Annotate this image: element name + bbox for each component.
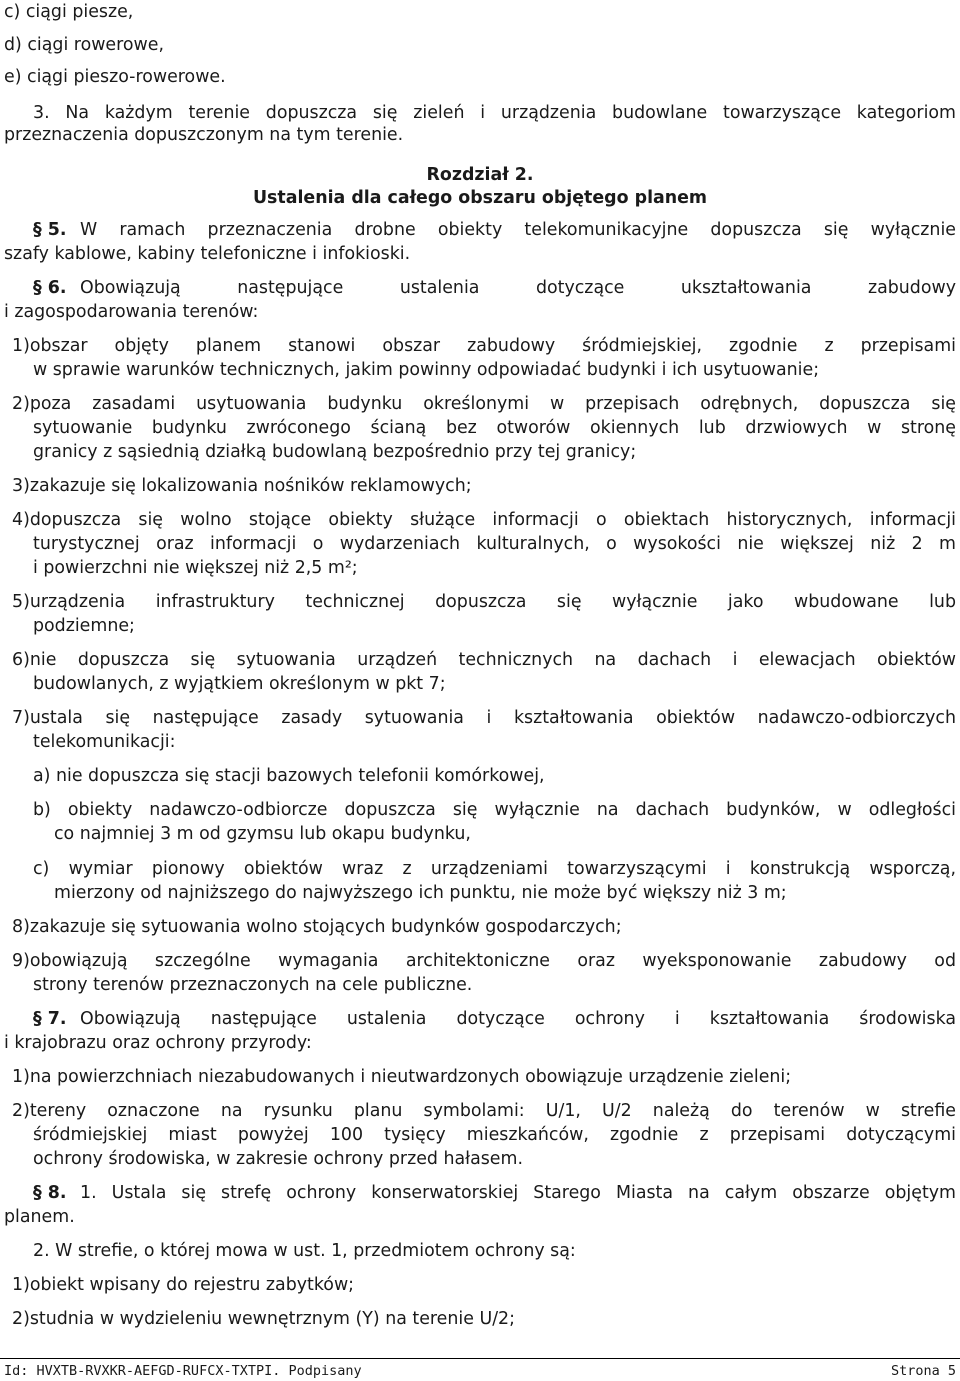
section-7-item-2-line-2: śródmiejskiej miast powyżej 100 tysięcy mieszkańców, zgodnie z przepisami dotyczącymi [33,1125,956,1145]
item-1-line-2: w sprawie warunków technicznych, jakim powinny odpowiadać budynki i ich usytuowanie; [33,360,820,380]
section-6-intro-line-2: i zagospodarowania terenów: [4,302,259,322]
item-2-line-1: 2)poza zasadami usytuowania budynku określonymi w przepisach odrębnych, dopuszcza się [12,394,956,414]
section-8-item-2: 2)studnia w wydzieleniu wewnętrznym (Y) na terenie U/2; [12,1309,515,1329]
item-4-line-1: 4)dopuszcza się wolno stojące obiekty służące informacji o obiektach historycznych, informacji [12,510,956,530]
chapter-title: Ustalenia dla całego obszaru objętego planem [252,188,708,208]
item-7a: a) nie dopuszcza się stacji bazowych telefonii komórkowej, [33,766,545,786]
section-5-number: § 5. [33,220,67,240]
page-footer [0,1358,960,1379]
item-6-line-1: 6)nie dopuszcza się sytuowania urządzeń technicznych na dachach i elewacjach obiektów [12,650,956,670]
section-7-intro-line-2: i krajobrazu oraz ochrony przyrody: [4,1033,312,1053]
section-5-line-2: szafy kablowe, kabiny telefoniczne i infokioski. [4,244,411,264]
item-6-line-2: budowlanych, z wyjątkiem określonym w pkt 7; [33,674,446,694]
list-item-e: e) ciągi pieszo-rowerowe. [4,67,226,87]
section-7-item-2-line-3: ochrony środowiska, w zakresie ochrony przed hałasem. [33,1149,523,1169]
page-number: Strona 5 [890,1363,956,1379]
item-3: 3)zakazuje się lokalizowania nośników reklamowych; [12,476,472,496]
item-7c-line-1: c) wymiar pionowy obiektów wraz z urządzeniami towarzyszącymi i konstrukcją wsporczą, [33,859,956,879]
paragraph-3-line-1: 3. Na każdym terenie dopuszcza się zieleń i urządzenia budowlane towarzyszące kategoriom [33,103,956,123]
section-8-para-1-line-2: planem. [4,1207,75,1227]
item-4-line-2: turystycznej oraz informacji o wydarzeniach kulturalnych, o wysokości nie większej niż 2 m [33,534,956,554]
list-item-c: c) ciągi piesze, [4,2,134,22]
section-8-para-2: 2. W strefie, o której mowa w ust. 1, przedmiotem ochrony są: [33,1241,576,1261]
item-7b-line-1: b) obiekty nadawczo-odbiorcze dopuszcza się wyłącznie na dachach budynków, w odległości [33,800,956,820]
chapter-heading: Rozdział 2. [426,165,534,185]
item-7-line-2: telekomunikacji: [33,732,176,752]
item-8: 8)zakazuje się sytuowania wolno stojących budynków gospodarczych; [12,917,622,937]
item-7-line-1: 7)ustala się następujące zasady sytuowania i kształtowania obiektów nadawczo-odbiorczych [12,708,956,728]
item-9-line-2: strony terenów przeznaczonych na cele publiczne. [33,975,473,995]
item-1-line-1: 1)obszar objęty planem stanowi obszar zabudowy śródmiejskiej, zgodnie z przepisami [12,336,956,356]
item-5-line-2: podziemne; [33,616,135,636]
section-8-item-1: 1)obiekt wpisany do rejestru zabytków; [12,1275,355,1295]
section-6-number: § 6. [33,278,67,298]
document-id: Id: HVXTB-RVXKR-AEFGD-RUFCX-TXTPI. Podpisany [4,1363,362,1379]
item-7b-line-2: co najmniej 3 m od gzymsu lub okapu budynku, [54,824,471,844]
item-5-line-1: 5)urządzenia infrastruktury technicznej dopuszcza się wyłącznie jako wbudowane lub [12,592,956,612]
section-7-number: § 7. [33,1009,67,1029]
item-2-line-3: granicy z sąsiednią działką budowlaną bezpośrednio przy tej granicy; [33,442,637,462]
item-7c-line-2: mierzony od najniższego do najwyższego ich punktu, nie może być większy niż 3 m; [54,883,787,903]
section-7-intro-line-1: Obowiązują następujące ustalenia dotyczące ochrony i kształtowania środowiska [80,1009,956,1029]
section-6-intro-line-1: Obowiązują następujące ustalenia dotyczące ukształtowania zabudowy [80,278,956,298]
section-8-number: § 8. [33,1183,67,1203]
item-4-line-3: i powierzchni nie większej niż 2,5 m²; [33,558,358,578]
paragraph-3-line-2: przeznaczenia dopuszczonym na tym terenie. [4,125,404,145]
list-item-d: d) ciągi rowerowe, [4,35,164,55]
section-8-para-1-line-1: 1. Ustala się strefę ochrony konserwatorskiej Starego Miasta na całym obszarze objętym [80,1183,956,1203]
section-7-item-1: 1)na powierzchniach niezabudowanych i nieutwardzonych obowiązuje urządzenie zieleni; [12,1067,792,1087]
section-7-item-2-line-1: 2)tereny oznaczone na rysunku planu symbolami: U/1, U/2 należą do terenów w strefie [12,1101,956,1121]
section-5-line-1: W ramach przeznaczenia drobne obiekty telekomunikacyjne dopuszcza się wyłącznie [80,220,956,240]
item-9-line-1: 9)obowiązują szczególne wymagania architektoniczne oraz wyeksponowanie zabudowy od [12,951,956,971]
item-2-line-2: sytuowanie budynku zwróconego ścianą bez otworów okiennych lub drzwiowych w stronę [33,418,956,438]
